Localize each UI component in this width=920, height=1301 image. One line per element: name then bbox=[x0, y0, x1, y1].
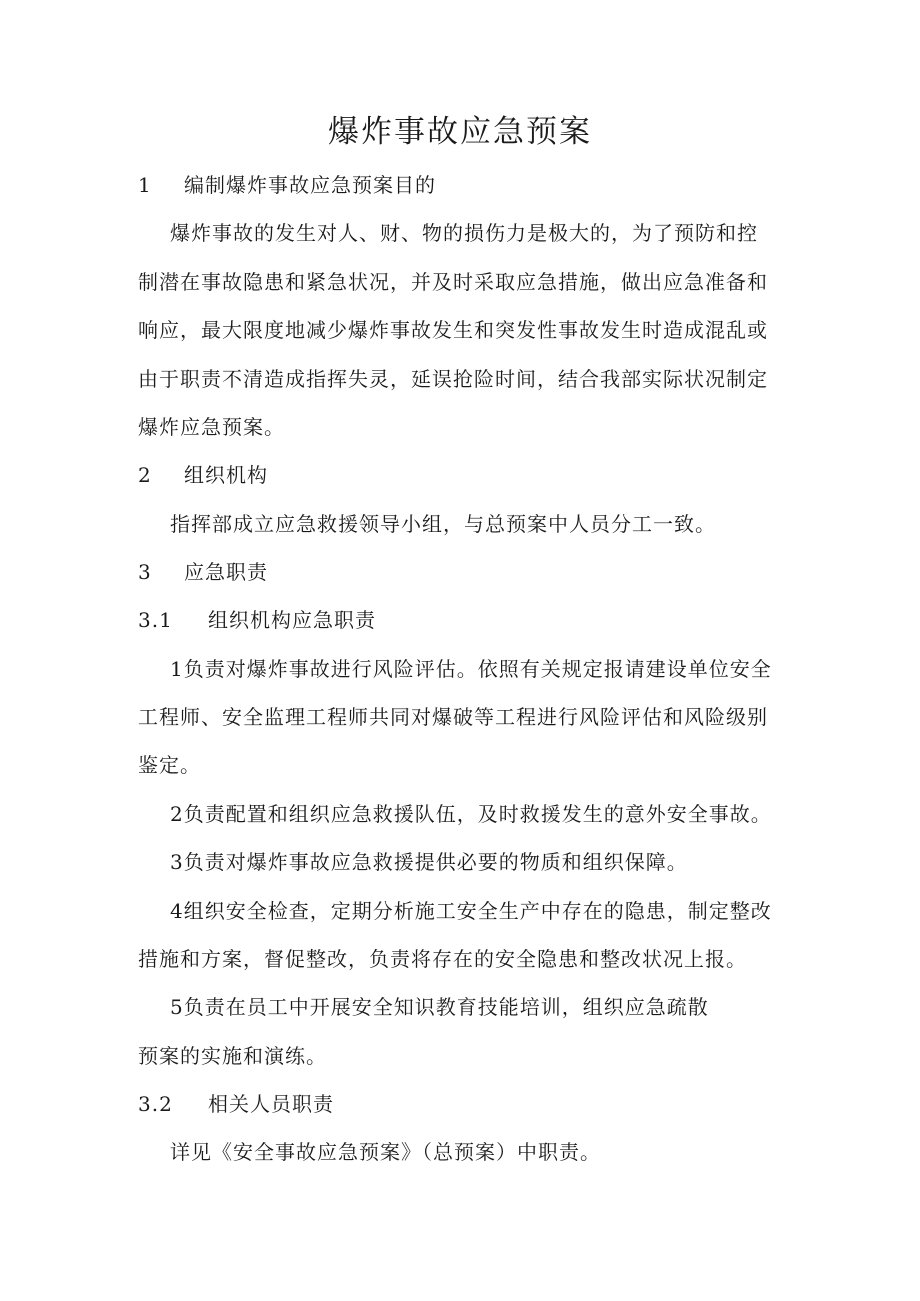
paragraph-line: 2负责配置和组织应急救援队伍，及时救援发生的意外安全事故。 bbox=[170, 802, 772, 826]
section-3-heading bbox=[138, 557, 798, 587]
paragraph-line: 措施和方案，督促整改，负责将存在的安全隐患和整改状况上报。 bbox=[138, 947, 747, 971]
paragraph-line: 鉴定。 bbox=[138, 753, 201, 777]
paragraph-line: 预案的实施和演练。 bbox=[138, 1044, 327, 1068]
paragraph-line: 制潜在事故隐患和紧急状况，并及时采取应急措施，做出应急准备和 bbox=[138, 270, 768, 294]
section-number: 1 bbox=[138, 173, 152, 197]
section-number: 3.2 bbox=[138, 1092, 173, 1116]
section-1-heading bbox=[138, 170, 798, 200]
section-title: 组织机构 bbox=[184, 463, 268, 487]
paragraph-line: 工程师、安全监理工程师共同对爆破等工程进行风险评估和风险级别 bbox=[138, 705, 768, 729]
paragraph-line: 爆炸应急预案。 bbox=[138, 415, 285, 439]
section-number: 3 bbox=[138, 560, 152, 584]
section-title: 应急职责 bbox=[184, 560, 268, 584]
section-number: 2 bbox=[138, 463, 152, 487]
section-title: 组织机构应急职责 bbox=[208, 608, 376, 632]
section-3-2-heading bbox=[138, 1089, 798, 1119]
section-2-heading bbox=[138, 460, 798, 490]
paragraph-line: 4组织安全检查，定期分析施工安全生产中存在的隐患，制定整改 bbox=[170, 899, 772, 923]
paragraph-line: 响应，最大限度地减少爆炸事故发生和突发性事故发生时造成混乱或 bbox=[138, 318, 768, 342]
page-title: 爆炸事故应急预案 bbox=[328, 114, 592, 150]
section-title: 相关人员职责 bbox=[208, 1092, 334, 1116]
paragraph-line: 由于职责不清造成指挥失灵，延误抢险时间，结合我部实际状况制定 bbox=[138, 367, 768, 391]
paragraph-line: 5负责在员工中开展安全知识教育技能培训，组织应急疏散 bbox=[170, 995, 709, 1019]
paragraph-line: 详见《安全事故应急预案》（总预案）中职责。 bbox=[170, 1140, 601, 1164]
paragraph-line: 指挥部成立应急救援领导小组，与总预案中人员分工一致。 bbox=[170, 512, 716, 536]
paragraph-line: 3负责对爆炸事故应急救援提供必要的物质和组织保障。 bbox=[170, 850, 688, 874]
section-3-1-heading bbox=[138, 605, 798, 635]
section-number: 3.1 bbox=[138, 608, 173, 632]
paragraph-line: 1负责对爆炸事故进行风险评估。依照有关规定报请建设单位安全 bbox=[170, 657, 772, 681]
paragraph-line: 爆炸事故的发生对人、财、物的损伤力是极大的，为了预防和控 bbox=[170, 221, 758, 245]
section-title: 编制爆炸事故应急预案目的 bbox=[184, 173, 436, 197]
